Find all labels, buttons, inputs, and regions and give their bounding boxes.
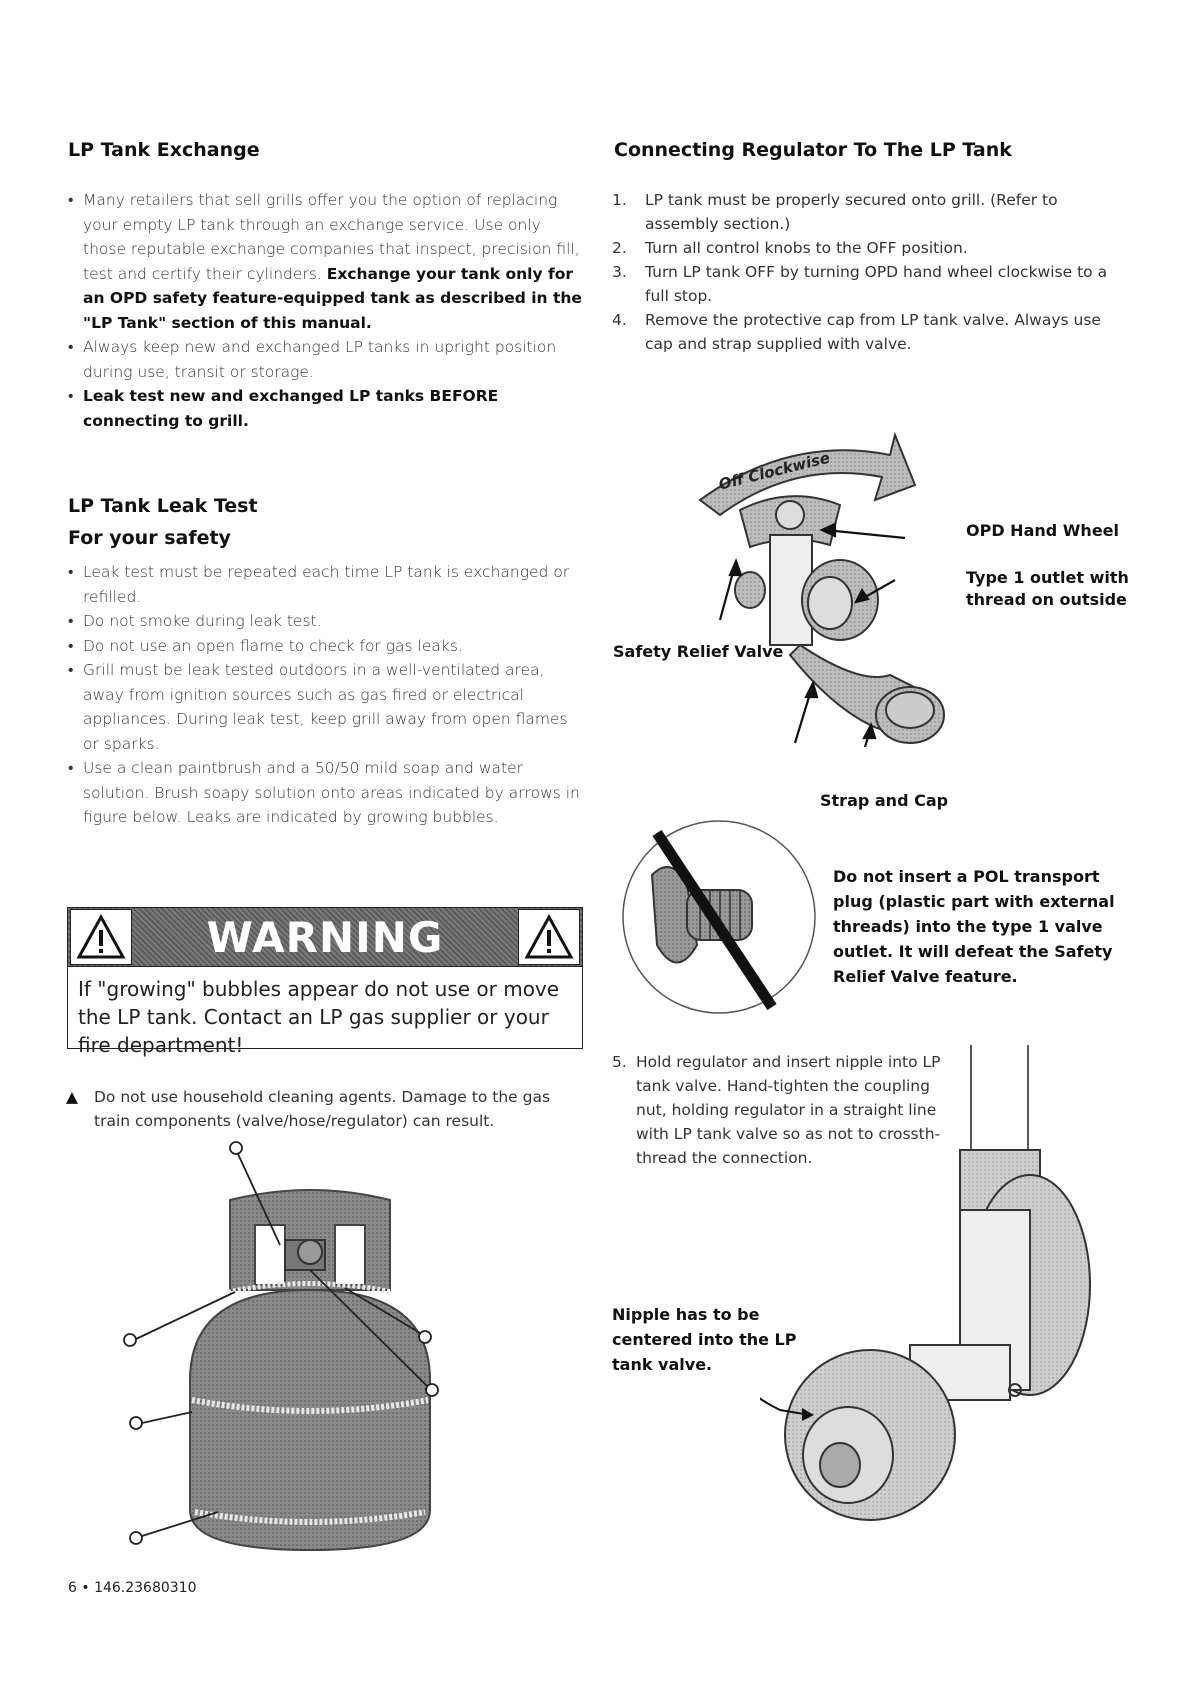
leak-test-heading: LP Tank Leak Test: [68, 495, 258, 517]
connecting-step: [612, 188, 1132, 236]
bullet: •: [68, 387, 74, 405]
step-text: Remove the protective cap from LP tank valve. Always use cap and strap supplied with valve.: [645, 311, 1101, 353]
exchange-item-bold: Exchange your tank only for an OPD safety feature-equipped tank as described in the "LP Tank" section of this manual.: [83, 264, 582, 332]
exchange-list: [66, 188, 586, 433]
exchange-item: [66, 384, 586, 433]
leak-test-item-text: Leak test must be repeated each time LP tank is exchanged or refilled.: [83, 563, 570, 606]
strap-and-cap-label: Strap and Cap: [820, 791, 949, 810]
exchange-item: [66, 335, 586, 384]
caution-text: Do not use household cleaning agents. Damage to the gas train components (valve/hose/regulator) can result.: [94, 1088, 551, 1130]
leak-test-item: [66, 609, 586, 634]
safety-relief-valve-label: Safety Relief Valve: [613, 642, 784, 661]
bullet: •: [68, 612, 74, 630]
leak-test-item-text: Grill must be leak tested outdoors in a well-ventilated area, away from ignition sources such as gas fired or electrical appliances. During leak test, keep grill away from open flames or sparks.: [83, 661, 568, 753]
pol-plug-prohibited-illustration: [612, 815, 827, 1020]
bullet: •: [68, 191, 74, 209]
bullet: •: [68, 636, 74, 655]
lp-tank-exchange-heading: LP Tank Exchange: [68, 139, 260, 161]
type1-outlet-label: Type 1 outlet with thread on outside: [966, 568, 1129, 609]
step-text: LP tank must be properly secured onto grill. (Refer to assembly section.): [645, 191, 1058, 233]
warning-word: WARNING: [206, 912, 444, 962]
bullet: •: [68, 759, 74, 777]
leak-test-item: [66, 756, 586, 830]
step-5-number: 5.: [612, 1053, 627, 1071]
for-your-safety-subheading: For your safety: [68, 527, 231, 549]
step-5-text: Hold regulator and insert nipple into LP tank valve. Hand-tighten the coupling nut, holding regulator in a straight line with LP tank valve so as not to crossth-thread the connection.: [636, 1053, 941, 1167]
caution-triangle-icon: ▲: [66, 1088, 78, 1106]
exchange-item-text: Many retailers that sell grills offer you the option of replacing your empty LP tank through an exchange service. Use only those reputable exchange companies that inspect, precision fill, test and certify their cylinders.: [83, 191, 580, 283]
bullet: •: [68, 338, 74, 356]
connecting-regulator-heading: Connecting Regulator To The LP Tank: [614, 139, 1012, 161]
leak-test-item-text: Do not use an open flame to check for gas leaks.: [83, 636, 463, 655]
warning-triangle-icon: [518, 909, 580, 965]
nipple-centered-label: Nipple has to be centered into the LP tank valve.: [612, 1305, 797, 1374]
warning-triangle-icon: [70, 909, 132, 965]
leak-test-item-text: Use a clean paintbrush and a 50/50 mild soap and water solution. Brush soapy solution onto areas indicated by arrows in figure below. Leaks are indicated by growing bubbles.: [83, 759, 580, 826]
leak-test-item: [66, 560, 586, 609]
step-text: Turn LP tank OFF by turning OPD hand wheel clockwise to a full stop.: [645, 263, 1108, 305]
step-number: 4.: [612, 311, 627, 329]
pol-notice: Do not insert a POL transport plug (plastic part with external threads) into the type 1 valve outlet. It will defeat the Safety Relief Valve feature.: [833, 867, 1115, 986]
leak-test-item-text: Do not smoke during leak test.: [83, 612, 322, 630]
caution-note: [66, 1085, 586, 1133]
leak-test-item: [66, 658, 586, 756]
warning-text: If "growing" bubbles appear do not use or move the LP tank. Contact an LP gas supplier or your fire department!: [78, 977, 560, 1057]
lp-tank-illustration: [120, 1140, 500, 1560]
bullet: •: [68, 661, 74, 679]
warning-band: [68, 908, 582, 967]
exchange-item-text: Always keep new and exchanged LP tanks in upright position during use, transit or storage.: [83, 338, 557, 381]
page-footer: 6 • 146.23680310: [68, 1580, 197, 1596]
warning-box: [67, 907, 583, 1057]
leak-test-item: [66, 634, 586, 659]
exchange-item-bold: Leak test new and exchanged LP tanks BEFORE connecting to grill.: [83, 387, 499, 430]
step-number: 1.: [612, 191, 627, 209]
opd-hand-wheel-label: OPD Hand Wheel: [966, 521, 1120, 540]
connecting-step: [612, 236, 1132, 260]
step-number: 3.: [612, 263, 627, 281]
bullet: •: [68, 563, 74, 581]
off-clockwise-label: Off Clockwise: [716, 448, 832, 494]
step-number: 2.: [612, 239, 627, 257]
connecting-step: [612, 308, 1132, 356]
connecting-step: [612, 260, 1132, 308]
connecting-steps-list: [612, 188, 1132, 356]
leak-test-list: [66, 560, 586, 830]
step-text: Turn all control knobs to the OFF position.: [645, 239, 968, 257]
exchange-item: [66, 188, 586, 335]
